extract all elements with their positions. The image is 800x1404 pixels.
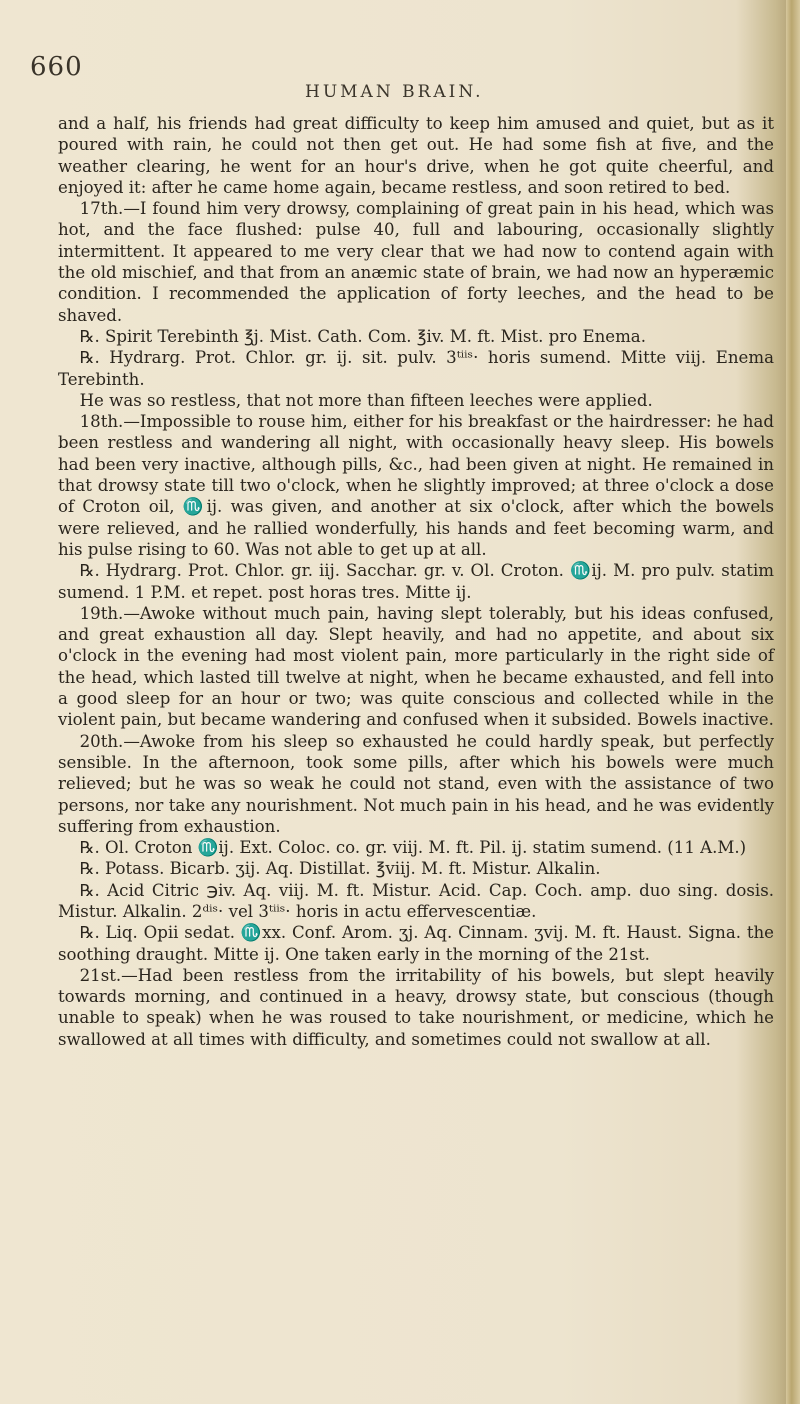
prescription: ℞. Liq. Opii sedat. ♏xx. Conf. Arom. ʒj. Aq. Cinnam. ʒvij. M. ft. Haust. Signa. the soothing draught. Mitte ij. One taken early in the morning of the 21st. [58, 923, 774, 964]
paragraph: 21st.—Had been restless from the irritability of his bowels, but slept heavily towards morning, and continued in a heavy, drowsy state, but conscious (though unable to speak) when he was roused to take nourishment, or medicine, which he swallowed at all times with difficulty, and sometimes could not swallow at all. [58, 965, 774, 1049]
paragraph: and a half, his friends had great difficulty to keep him amused and quiet, but as it poured with rain, he could not then get out. He had some fish at five, and the weather clearing, he went for an hour's drive, when he got quite cheerful, and enjoyed it: after he came home again, became restless, and soon retired to bed. [58, 114, 774, 197]
prescription: ℞. Hydrarg. Prot. Chlor. gr. iij. Sacchar. gr. v. Ol. Croton. ♏ij. M. pro pulv. statim sumend. 1 P.M. et repet. post horas tres. Mitte ij. [58, 561, 774, 602]
prescription: ℞. Acid Citric ℈iv. Aq. viij. M. ft. Mistur. Acid. Cap. Coch. amp. duo sing. dosis. Mistur. Alkalin. 2ᵈⁱˢ· vel 3ᵗⁱⁱˢ· horis in actu effervescentiæ. [58, 880, 774, 921]
paragraph: 20th.—Awoke from his sleep so exhausted he could hardly speak, but perfectly sensible. In the afternoon, took some pills, after which his bowels were much relieved; but he was so weak he could not stand, even with the assistance of two persons, nor take any nourishment. Not much pain in his head, and he was evidently suffering from exhaustion. [58, 731, 774, 836]
prescription: ℞. Potass. Bicarb. ʒij. Aq. Distillat. ℥viij. M. ft. Mistur. Alkalin. [79, 859, 601, 879]
paragraph: 19th.—Awoke without much pain, having slept tolerably, but his ideas confused, and great exhaustion all day. Slept heavily, and had no appetite, and about six o'clock in the evening had most violent pain, more particularly in the right side of the head, which lasted till twelve at night, when he became exhausted, and fell into a good sleep for an hour or two; was quite conscious and collected while in the violent pain, but became wandering and confused when it subsided. Bowels inactive. [58, 603, 774, 730]
body-text [58, 113, 774, 1050]
page-number: 660 [30, 52, 83, 82]
paragraph: 18th.—Impossible to rouse him, either for his breakfast or the hairdresser: he had been restless and wandering all night, with occasionally heavy sleep. His bowels had been very inactive, although pills, &c., had been given at night. He remained in that drowsy state till two o'clock, when he slightly improved; at three o'clock a dose of Croton oil, ♏ij. was given, and another at six o'clock, after which the bowels were relieved, and he rallied wonderfully, his hands and feet becoming warm, and his pulse rising to 60. Was not able to get up at all. [58, 412, 774, 559]
paragraph: 17th.—I found him very drowsy, complaining of great pain in his head, which was hot, and the face flushed: pulse 40, full and labouring, occasionally slightly intermittent. It appeared to me very clear that we had now to contend again with the old mischief, and that from an anæmic state of brain, we had now an hyperæmic condition. I recommended the application of forty leeches, and the head to be shaved. [58, 199, 774, 325]
prescription: ℞. Ol. Croton ♏ij. Ext. Coloc. co. gr. viij. M. ft. Pil. ij. statim sumend. (11 A.M.) [79, 838, 747, 858]
running-title: HUMAN BRAIN. [305, 82, 484, 102]
prescription: ℞. Spirit Terebinth ℥j. Mist. Cath. Com. ℥iv. M. ft. Mist. pro Enema. [79, 326, 646, 346]
paragraph: He was so restless, that not more than fifteen leeches were applied. [79, 390, 653, 410]
page-edge [786, 0, 800, 1404]
page-header [30, 52, 765, 102]
prescription: ℞. Hydrarg. Prot. Chlor. gr. ij. sit. pulv. 3ᵗⁱⁱˢ· horis sumend. Mitte viij. Enema Terebinth. [58, 348, 774, 389]
